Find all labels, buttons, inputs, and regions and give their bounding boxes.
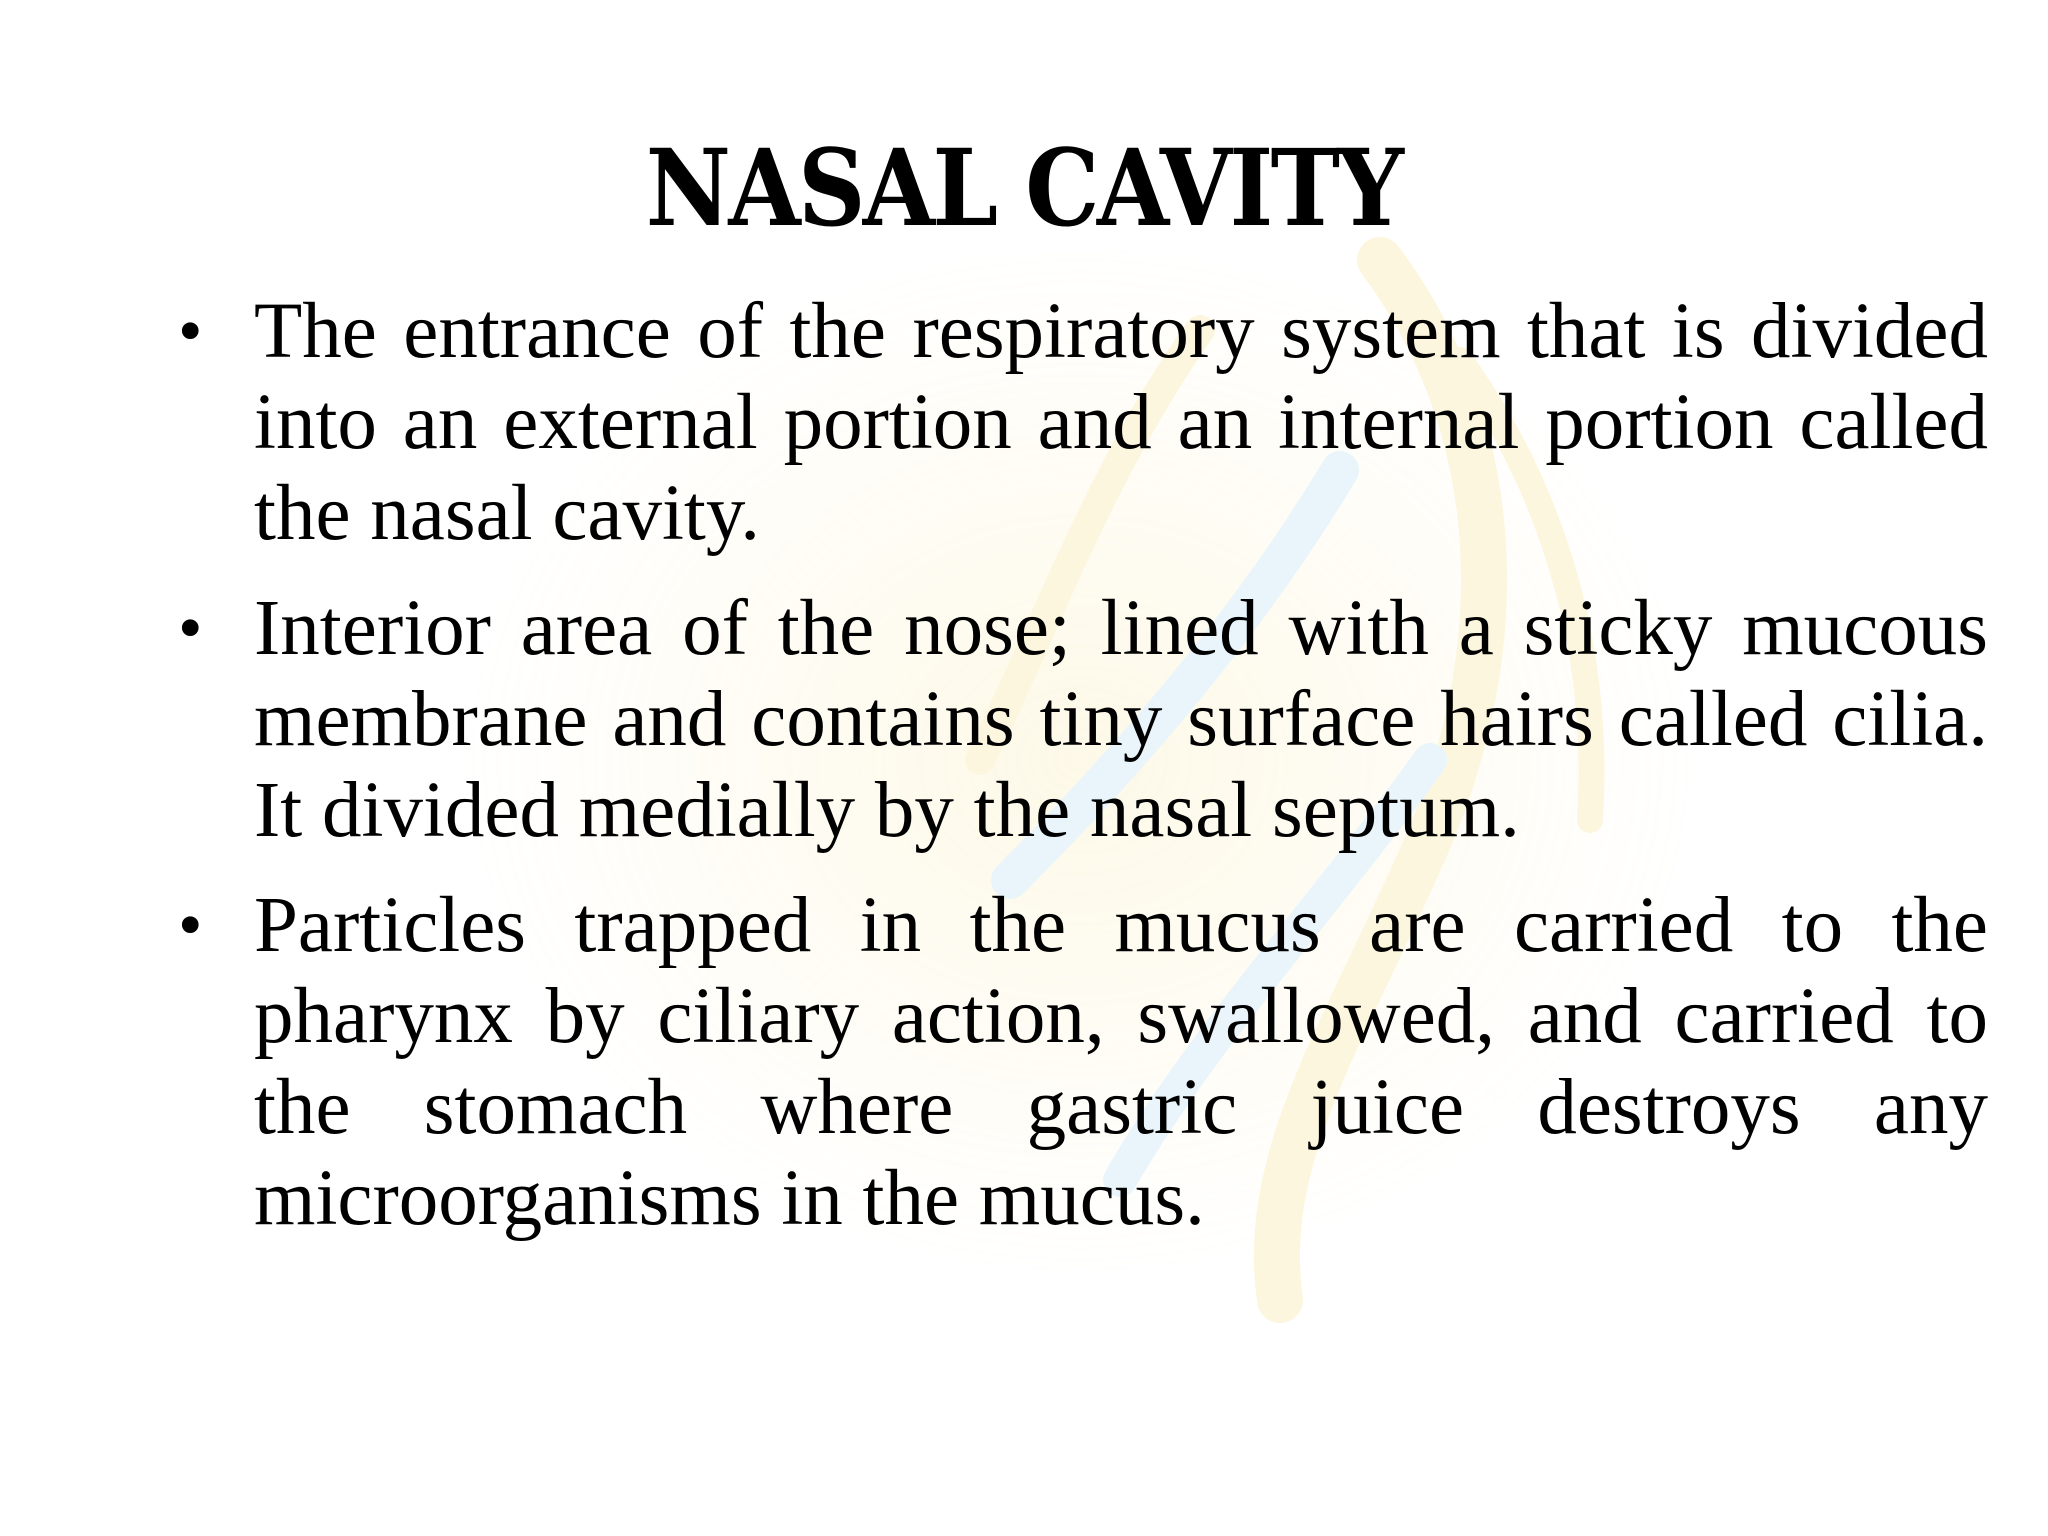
slide-title: NASAL CAVITY xyxy=(645,125,1402,250)
bullet-text: Particles trapped in the mucus are carried to the pharynx by ciliary action, swallowed, and carried to the stomach where gastric juice destroys any microorganisms in the mucus. xyxy=(254,882,1988,1242)
bullet-item xyxy=(170,286,1988,559)
bullet-item xyxy=(170,880,1988,1244)
bullet-dot-icon: • xyxy=(178,590,203,667)
bullet-dot-icon: • xyxy=(178,887,203,964)
bullet-dot-icon: • xyxy=(178,293,203,370)
bullet-item xyxy=(170,583,1988,856)
bullet-text: The entrance of the respiratory system that is divided into an external portion and an internal portion called the nasal cavity. xyxy=(254,288,1988,557)
bullet-text: Interior area of the nose; lined with a sticky mucous membrane and contains tiny surface hairs called cilia. It divided medially by the nasal septum. xyxy=(254,585,1988,854)
bullet-list xyxy=(170,286,1988,1268)
